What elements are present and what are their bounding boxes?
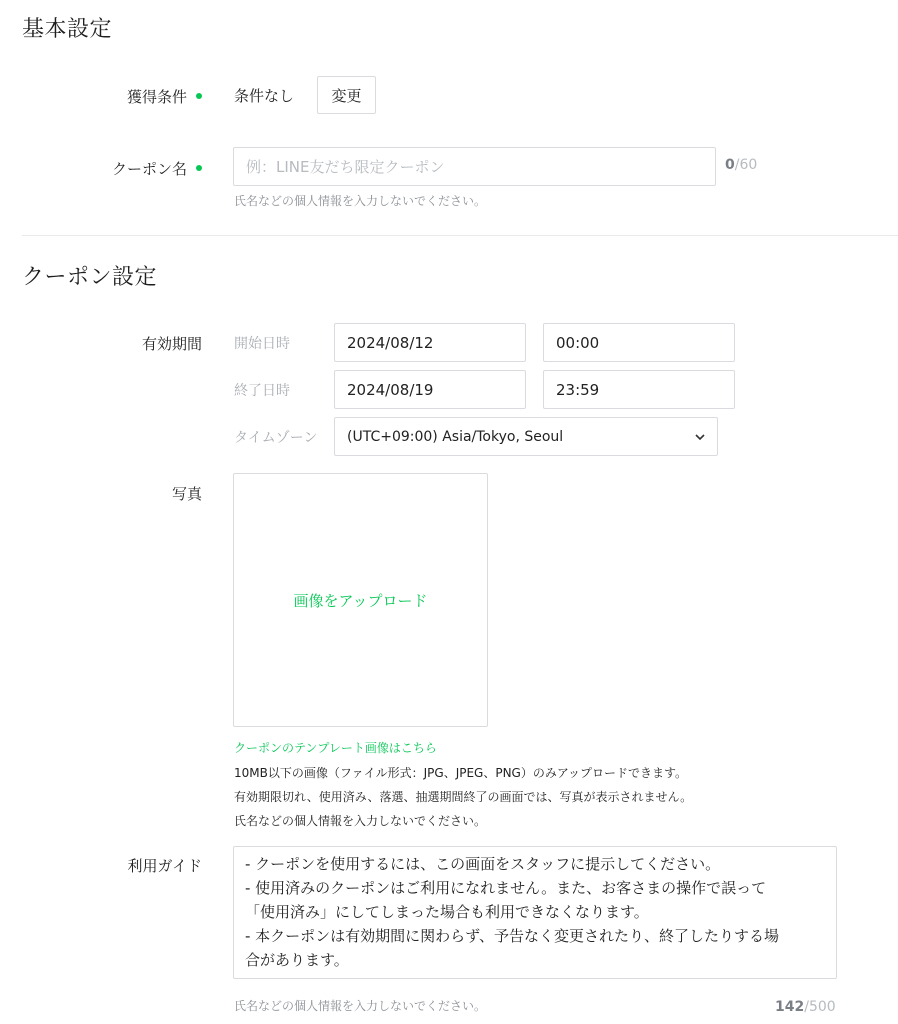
coupon-name-label-text: クーポン名 [111,160,187,178]
guide-line: 「使用済み」にしてしまった場合も利用できなくなります。 [245,903,649,921]
photo-note-privacy: 氏名などの個人情報を入力しないでください。 [234,814,487,828]
acquisition-value: 条件なし [234,87,295,105]
coupon-name-label [22,158,202,179]
coupon-name-counter [725,157,757,173]
end-time-value: 23:59 [556,380,600,399]
start-datetime-label: 開始日時 [234,336,290,352]
acquisition-label-text: 獲得条件 [126,88,187,106]
upload-image-text: 画像をアップロード [293,591,428,610]
basic-settings-title: 基本設定 [22,17,113,42]
usage-guide-count: 142 [775,999,805,1015]
guide-line: - クーポンを使用するには、この画面をスタッフに提示してください。 [245,855,721,873]
timezone-label: タイムゾーン [234,430,318,446]
start-date-value: 2024/08/12 [347,333,434,352]
coupon-name-max: /60 [734,157,758,173]
guide-line: 合があります。 [245,951,349,969]
coupon-settings-title: クーポン設定 [22,265,158,290]
photo-upload-area[interactable] [233,473,488,727]
usage-guide-help: 氏名などの個人情報を入力しないでください。 [234,999,487,1013]
photo-note-filesize: 10MB以下の画像（ファイル形式：JPG、JPEG、PNG）のみアップロードできます。 [234,766,688,780]
coupon-name-input[interactable] [233,147,716,186]
end-date-value: 2024/08/19 [347,380,434,399]
end-date-input[interactable] [334,370,526,409]
end-time-input[interactable] [543,370,735,409]
usage-guide-max: /500 [804,999,836,1015]
usage-guide-textarea[interactable] [233,846,837,979]
coupon-name-help: 氏名などの個人情報を入力しないでください。 [234,194,487,208]
acquisition-label [22,86,202,107]
start-time-value: 00:00 [556,333,600,352]
coupon-name-count: 0 [725,157,735,173]
change-condition-button[interactable]: 変更 [317,76,376,114]
section-divider [22,235,898,236]
timezone-value: (UTC+09:00) Asia/Tokyo, Seoul [347,428,564,445]
coupon-name-placeholder: 例：LINE友だち限定クーポン [246,158,445,176]
guide-line: - 使用済みのクーポンはご利用になれません。また、お客さまの操作で誤って [245,879,767,897]
photo-note-display: 有効期限切れ、使用済み、落選、抽選期間終了の画面では、写真が表示されません。 [234,790,693,804]
template-image-link[interactable]: クーポンのテンプレート画像はこちら [234,741,437,755]
guide-line: - 本クーポンは有効期間に関わらず、予告なく変更されたり、終了したりする場 [245,927,779,945]
usage-guide-counter [775,999,836,1015]
chevron-down-icon [695,434,705,440]
end-datetime-label: 終了日時 [234,383,290,399]
timezone-select[interactable] [334,417,718,456]
usage-guide-label: 利用ガイド [127,857,202,875]
start-time-input[interactable] [543,323,735,362]
photo-label: 写真 [171,485,202,503]
start-date-input[interactable] [334,323,526,362]
validity-label: 有効期間 [141,335,202,353]
required-dot-icon [196,93,202,99]
required-dot-icon [196,165,202,171]
